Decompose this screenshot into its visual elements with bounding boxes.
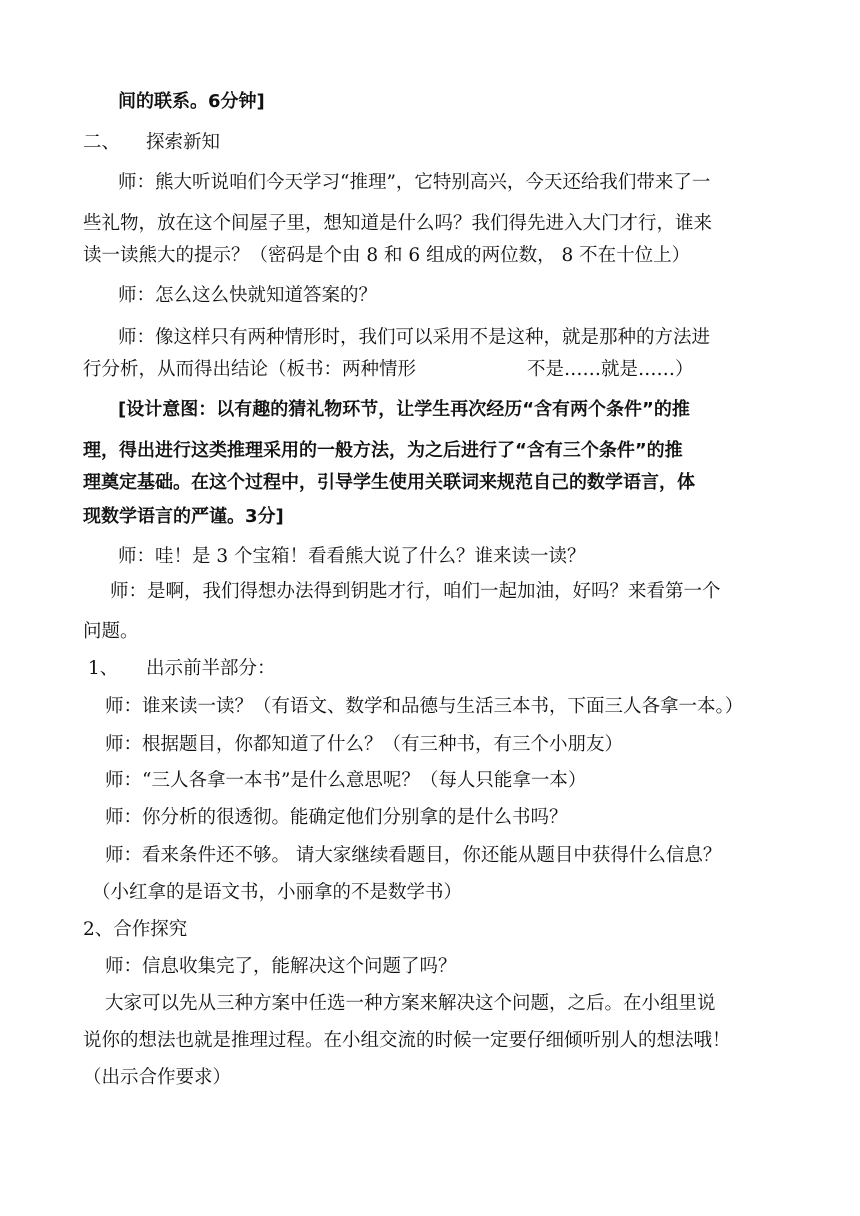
- text-line: 师：谁来读一读？（有语文、数学和品德与生活三本书，下面三人各拿一本。）: [105, 696, 744, 717]
- text-line: （出示合作要求）: [83, 1067, 232, 1088]
- list-heading: 出示前半部分：: [146, 658, 276, 679]
- design-intent-line: 现数学语言的严谨。3分]: [83, 506, 284, 527]
- text-line: 大家可以先从三种方案中任选一种方案来解决这个问题，之后。在小组里说: [105, 993, 716, 1014]
- text-line: 师：熊大听说咱们今天学习“推理”，它特别高兴，今天还给我们带来了一: [118, 172, 711, 193]
- design-intent-line: [设计意图：以有趣的猜礼物环节，让学生再次经历“含有两个条件”的推: [118, 399, 690, 420]
- text-line: 师：怎么这么快就知道答案的？: [118, 285, 378, 306]
- text-line: 师：信息收集完了，能解决这个问题了吗？: [105, 956, 457, 977]
- text-line: 行分析，从而得出结论（板书：两种情形: [83, 359, 417, 380]
- section-heading: 2、合作探究: [83, 919, 188, 940]
- text-line: 师：像这样只有两种情形时，我们可以采用不是这种，就是那种的方法进: [118, 327, 711, 348]
- text-line: 师：根据题目，你都知道了什么？（有三种书，有三个小朋友）: [105, 734, 624, 755]
- text-line: 些礼物，放在这个间屋子里，想知道是什么吗？我们得先进入大门才行，谁来: [83, 213, 713, 234]
- text-line: 师：是啊，我们得想办法得到钥匙才行，咱们一起加油，好吗？来看第一个: [110, 581, 721, 602]
- text-line: 师：“三人各拿一本书”是什么意思呢？（每人只能拿一本）: [105, 770, 587, 791]
- text-line: （小红拿的是语文书，小丽拿的不是数学书）: [92, 882, 463, 903]
- list-number: 1、: [88, 658, 119, 679]
- text-line: 问题。: [83, 621, 139, 642]
- text-line: 不是……就是……）: [527, 359, 694, 380]
- design-intent-line: 理奠定基础。在这个过程中，引导学生使用关联词来规范自己的数学语言，体: [83, 472, 695, 493]
- section-heading: 探索新知: [146, 132, 221, 153]
- text-line: 读一读熊大的提示？（密码是个由 8 和 6 组成的两位数， 8 不在十位上）: [83, 245, 691, 266]
- text-line: 说你的想法也就是推理过程。在小组交流的时候一定要仔细倾听别人的想法哦！: [83, 1030, 731, 1051]
- text-line: 师：看来条件还不够。 请大家继续看题目，你还能从题目中获得什么信息？: [105, 845, 722, 866]
- design-intent-line: 理，得出进行这类推理采用的一般方法，为之后进行了“含有三个条件”的推: [83, 440, 683, 461]
- text-line: 间的联系。6分钟]: [118, 91, 265, 112]
- text-line: 师：你分析的很透彻。能确定他们分别拿的是什么书吗？: [105, 807, 568, 828]
- section-number: 二、: [83, 132, 121, 153]
- text-line: 师：哇！是 3 个宝箱！看看熊大说了什么？谁来读一读？: [118, 546, 586, 567]
